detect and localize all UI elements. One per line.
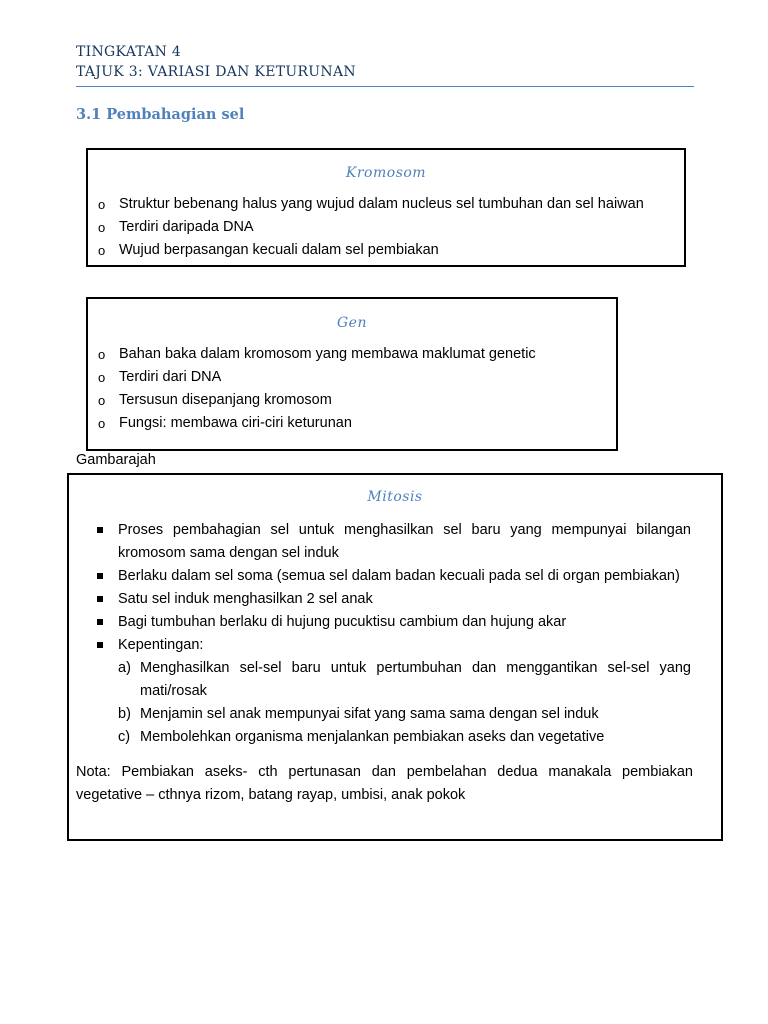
- list-item: o Tersusun disepanjang kromosom: [98, 392, 332, 408]
- gen-box: [86, 297, 618, 451]
- kepentingan-list: [69, 657, 721, 749]
- list-item: o Terdiri dari DNA: [98, 369, 222, 385]
- header-level: TINGKATAN 4: [76, 44, 182, 60]
- list-item: Kepentingan:: [69, 634, 691, 657]
- header-topic: TAJUK 3: VARIASI DAN KETURUNAN: [76, 64, 356, 80]
- list-item: Berlaku dalam sel soma (semua sel dalam badan kecuali pada sel di organ pembiakan): [69, 565, 691, 588]
- gen-list: [88, 343, 616, 435]
- kromosom-box: [86, 148, 686, 267]
- list-item: o Terdiri daripada DNA: [98, 219, 254, 235]
- mitosis-title: Mitosis: [367, 489, 423, 505]
- list-item: Satu sel induk menghasilkan 2 sel anak: [69, 588, 691, 611]
- mitosis-box: [67, 473, 723, 841]
- section-title: 3.1 Pembahagian sel: [76, 106, 245, 123]
- list-item: o Wujud berpasangan kecuali dalam sel pembiakan: [98, 242, 439, 258]
- kromosom-title: Kromosom: [345, 165, 427, 181]
- list-item: Bagi tumbuhan berlaku di hujung pucuktisu cambium dan hujung akar: [69, 611, 691, 634]
- header-divider: [76, 86, 694, 87]
- nota-text: Nota: Pembiakan aseks- cth pertunasan dan pembelahan dedua manakala pembiakan vegetative – cthnya rizom, batang rayap, umbisi, anak pokok: [76, 764, 693, 803]
- list-item: o Bahan baka dalam kromosom yang membawa maklumat genetic: [98, 346, 536, 362]
- list-item: b) Menjamin sel anak mempunyai sifat yang sama sama dengan sel induk: [118, 706, 599, 722]
- list-item: a) Menghasilkan sel-sel baru untuk pertumbuhan dan menggantikan sel-sel yang mati/rosak: [118, 660, 691, 699]
- figure-caption: Gambarajah: [76, 452, 156, 468]
- mitosis-list: [69, 519, 721, 657]
- list-item: Proses pembahagian sel untuk menghasilkan sel baru yang mempunyai bilangan kromosom sama dengan sel induk: [69, 519, 691, 565]
- list-item: o Fungsi: membawa ciri-ciri keturunan: [98, 415, 352, 431]
- gen-title: Gen: [337, 315, 367, 331]
- list-item: c) Membolehkan organisma menjalankan pembiakan aseks dan vegetative: [118, 729, 605, 745]
- list-item: o Struktur bebenang halus yang wujud dalam nucleus sel tumbuhan dan sel haiwan: [98, 196, 644, 212]
- kromosom-list: [88, 193, 684, 262]
